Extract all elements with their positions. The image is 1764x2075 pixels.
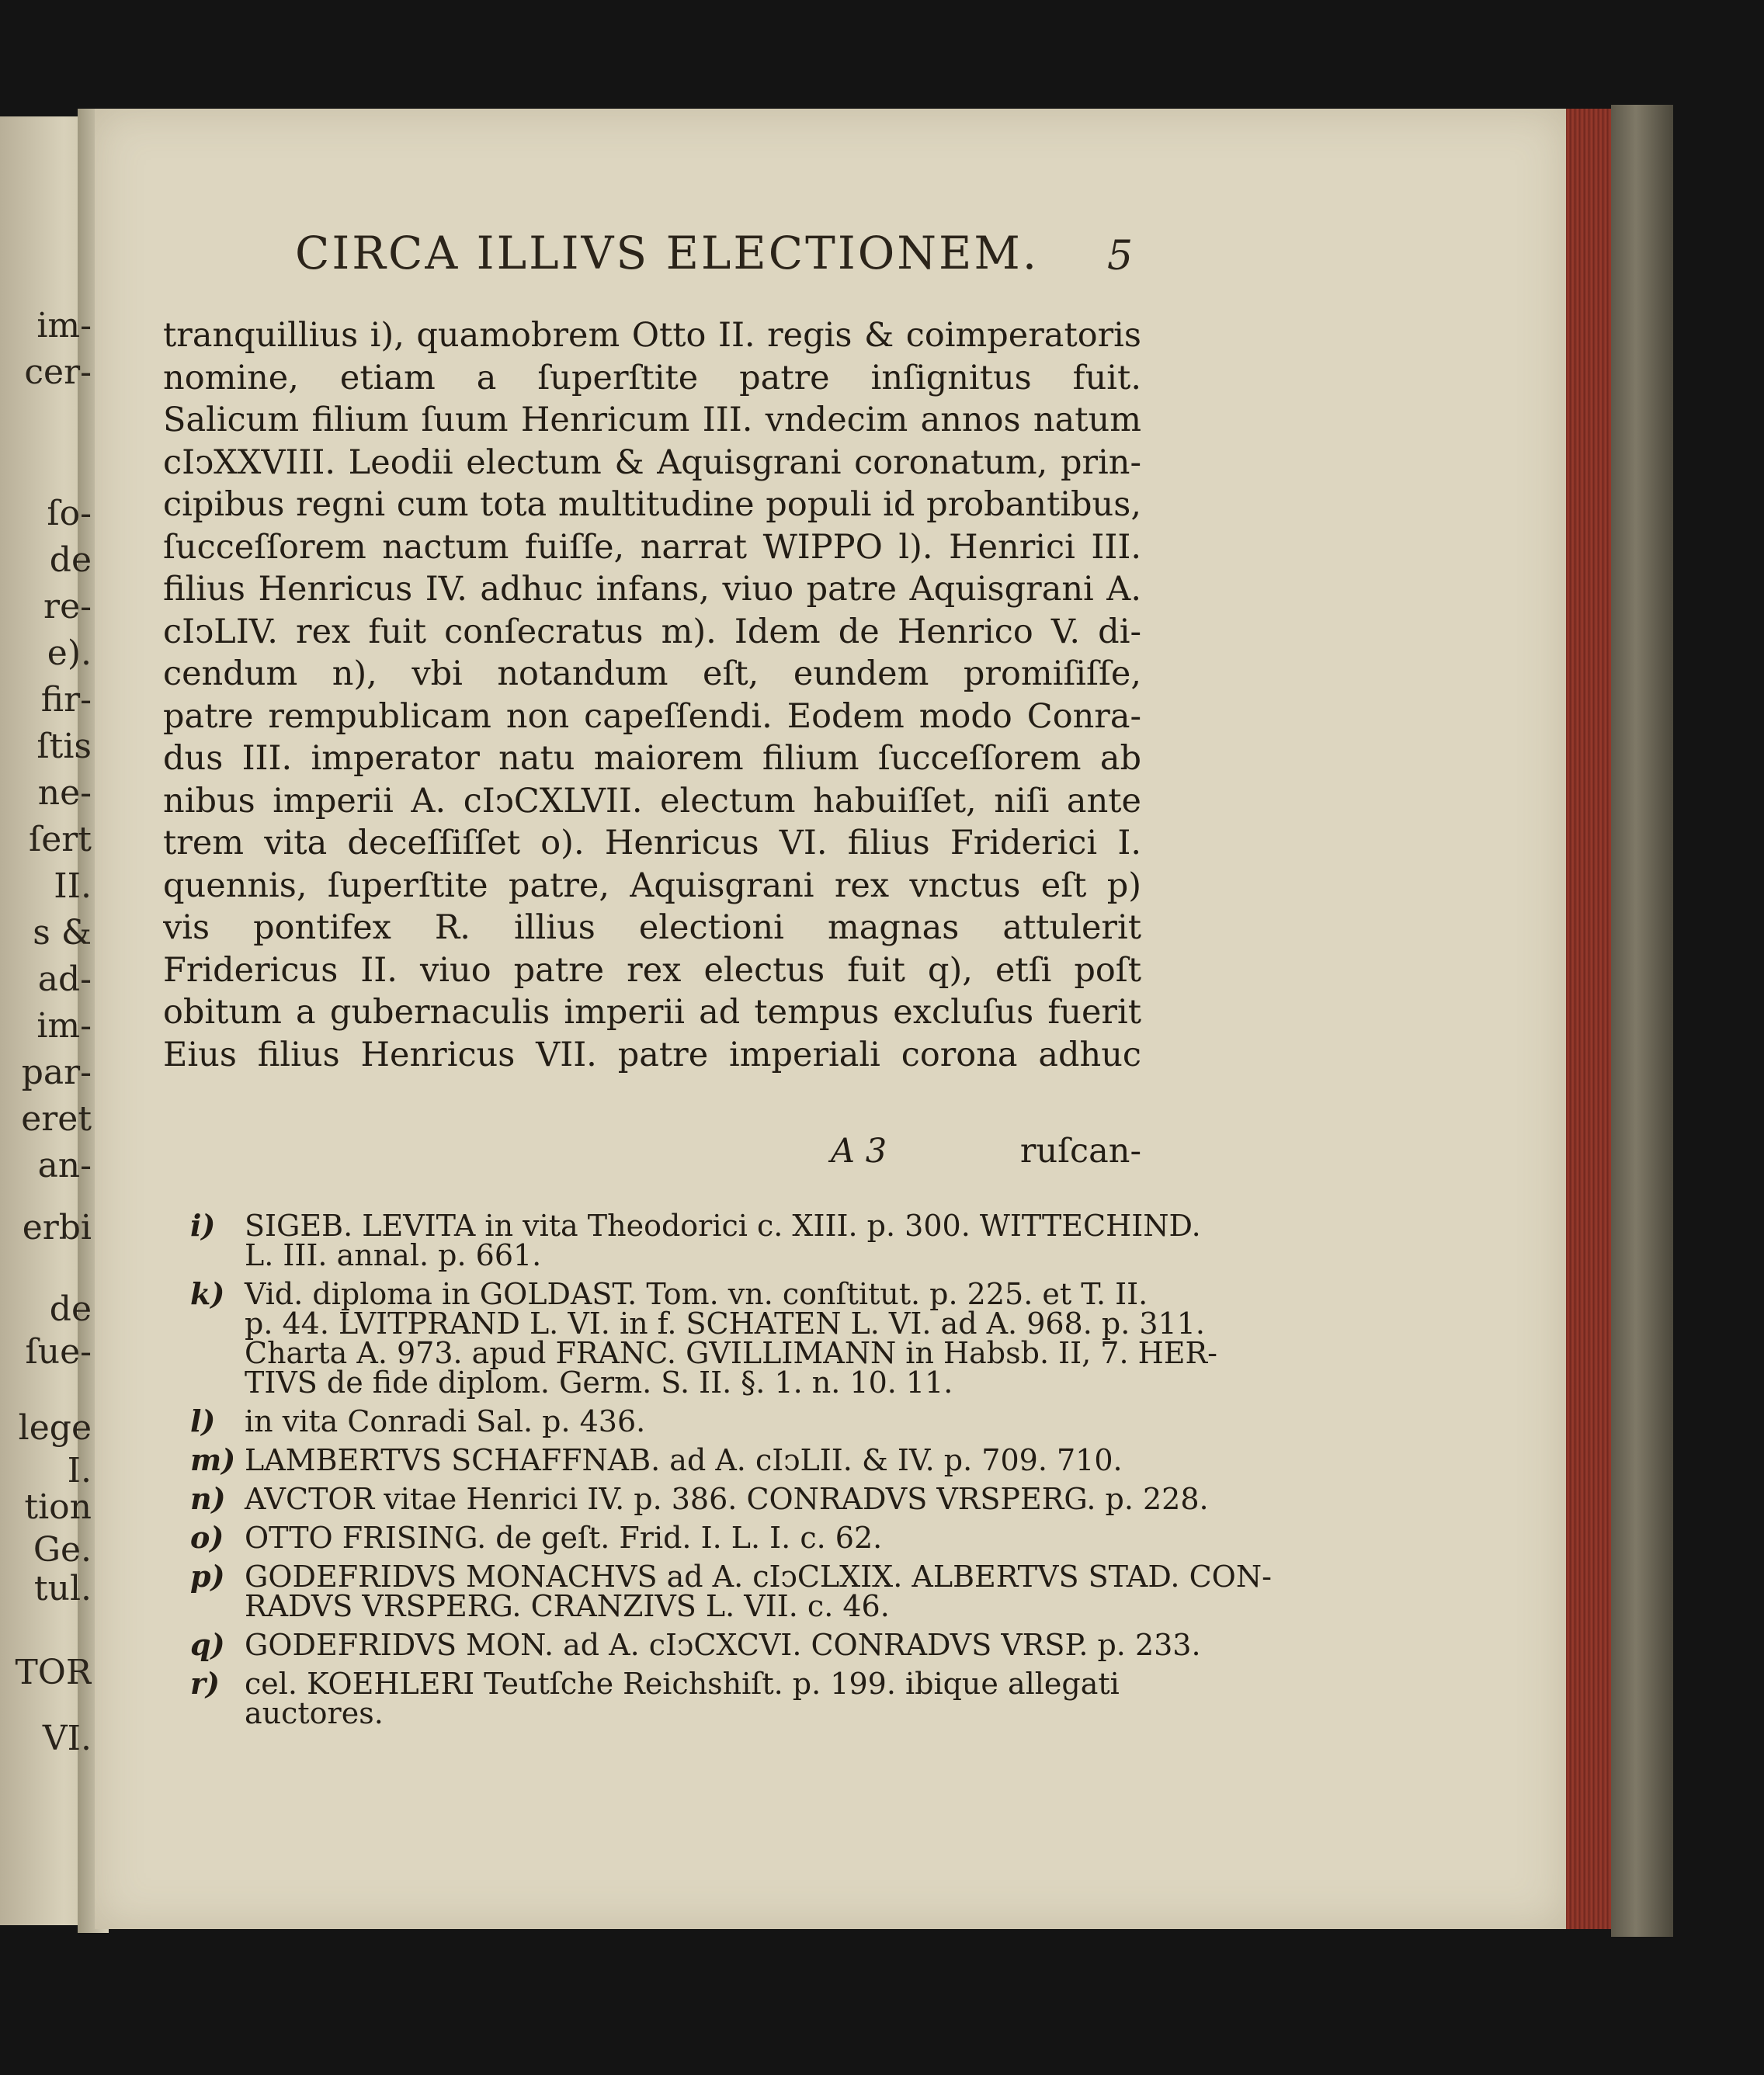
footnote-i <box>190 1208 1201 1272</box>
left-fragment: ſert <box>28 820 92 859</box>
footnote-label: k) <box>190 1276 225 1311</box>
footnote-label: q) <box>190 1627 225 1662</box>
footnotes <box>190 1208 1272 1737</box>
red-page-edges <box>1566 109 1611 1929</box>
signature-mark: A 3 <box>831 1132 887 1171</box>
left-fragment: de <box>49 540 92 580</box>
left-fragment: s & <box>33 913 92 952</box>
footnote-line: cel. KOEHLERI Teutſche Reichshiſt. p. 199. ibique allegati <box>245 1667 1120 1701</box>
left-fragment: Ge. <box>33 1530 92 1570</box>
left-fragment: re- <box>43 587 92 626</box>
left-fragment: de <box>49 1289 92 1329</box>
text-line: tranquillius i), quamobrem Otto II. regis & coimperatoris <box>163 316 1141 355</box>
footnote-line: Vid. diploma in GOLDAST. Tom. vn. conſtitut. p. 225. et T. II. <box>245 1277 1148 1311</box>
text-line: Salicum filium ſuum Henricum III. vndecim annos natum <box>163 401 1141 439</box>
left-fragment: fir- <box>40 680 92 720</box>
text-line: nomine, etiam a ſuperſtite patre inſignitus fuit. <box>163 358 1141 397</box>
footnote-label: m) <box>190 1442 236 1477</box>
footnote-line: AVCTOR vitae Henrici IV. p. 386. CONRADVS VRSPERG. p. 228. <box>245 1482 1209 1516</box>
text-line: Fridericus II. viuo patre rex electus fuit q), etſi poſt <box>163 950 1141 990</box>
left-fragment: tion <box>24 1487 92 1527</box>
left-fragment: ne- <box>37 773 92 813</box>
footnote-l <box>190 1404 1141 1438</box>
left-fragment: ſtis <box>36 727 92 766</box>
footnote-line: TIVS de fide diplom. Germ. S. II. §. 1. n. 10. 11. <box>245 1365 953 1400</box>
left-fragment: cer- <box>24 352 92 392</box>
footnote-m <box>190 1442 1141 1477</box>
footnote-q <box>190 1627 1201 1662</box>
footnote-label: o) <box>190 1520 224 1555</box>
footnote-label: l) <box>190 1404 216 1438</box>
footnote-p <box>190 1559 1272 1623</box>
left-fragment: ſo- <box>47 494 92 533</box>
text-line: cIↄLIV. rex fuit conſecratus m). Idem de Henrico V. di- <box>163 612 1141 651</box>
text-line: obitum a gubernaculis imperii ad tempus excluſus fuerit <box>163 993 1141 1032</box>
left-fragment: lege <box>18 1408 92 1448</box>
left-fragment: par- <box>21 1053 92 1092</box>
footnote-line: GODEFRIDVS MONACHVS ad A. cIↄCLXIX. ALBERTVS STAD. CON- <box>245 1560 1272 1594</box>
left-fragment: II. <box>54 866 92 906</box>
footnote-k <box>190 1276 1217 1400</box>
signature-line <box>163 1132 1141 1174</box>
left-fragment: TOR <box>15 1653 92 1692</box>
text-line: ſucceſſorem nactum fuiſſe, narrat WIPPO l). Henrici III. <box>163 527 1141 567</box>
footnote-line: SIGEB. LEVITA in vita Theodorici c. XIII. p. 300. WITTECHIND. <box>245 1209 1201 1243</box>
footnote-line: Charta A. 973. apud FRANC. GVILLIMANN in Habsb. II, 7. HER- <box>245 1336 1217 1370</box>
text-line: dus III. imperator natu maiorem filium ſucceſſorem ab <box>163 739 1141 778</box>
left-fragment: ad- <box>37 959 92 999</box>
footnote-label: p) <box>190 1559 225 1594</box>
text-line: patre rempublicam non capeſſendi. Eodem modo Conra- <box>163 696 1141 736</box>
footnote-line: OTTO FRISING. de geſt. Frid. I. L. I. c. 62. <box>245 1521 883 1555</box>
footnote-line: GODEFRIDVS MON. ad A. cIↄCXCVI. CONRADVS VRSP. p. 233. <box>245 1628 1201 1662</box>
text-line: cendum n), vbi notandum eſt, eundem promiſiſſe, <box>163 654 1141 693</box>
text-line: nibus imperii A. cIↄCXLVII. electum habuiſſet, niſi ante <box>163 781 1141 821</box>
left-fragment: e). <box>47 633 92 673</box>
footnote-line: L. III. annal. p. 661. <box>245 1238 542 1272</box>
footnote-line: p. 44. LVITPRAND L. VI. in f. SCHATEN L. VI. ad A. 968. p. 311. <box>245 1306 1205 1341</box>
left-fragment: I. <box>67 1451 92 1490</box>
book-cover-edge <box>1611 105 1673 1937</box>
text-line: cIↄXXVIII. Leodii electum & Aquisgrani coronatum, prin- <box>163 442 1141 482</box>
footnote-r <box>190 1666 1141 1730</box>
text-line: Eius filius Henricus VII. patre imperiali corona adhuc <box>163 1035 1141 1074</box>
left-fragment: tul. <box>33 1569 92 1608</box>
left-fragment: an- <box>37 1146 92 1185</box>
footnote-o <box>190 1520 1141 1555</box>
footnote-label: n) <box>190 1481 226 1516</box>
left-fragment: VI. <box>42 1719 92 1758</box>
catchword: ruſcan- <box>1019 1132 1141 1171</box>
text-line: cipibus regni cum tota multitudine populi id probantibus, <box>163 485 1141 524</box>
text-line: quennis, ſuperſtite patre, Aquisgrani rex vnctus eſt p) <box>163 866 1141 905</box>
footnote-line: auctores. <box>245 1696 384 1730</box>
left-page-margin-text <box>0 0 92 2075</box>
footnote-label: i) <box>190 1208 216 1243</box>
text-line: vis pontifex R. illius electioni magnas attulerit <box>163 908 1141 947</box>
footnote-line: LAMBERTVS SCHAFFNAB. ad A. cIↄLII. & IV. p. 709. 710. <box>245 1443 1123 1477</box>
footnote-line: RADVS VRSPERG. CRANZIVS L. VII. c. 46. <box>245 1589 890 1623</box>
footnote-n <box>190 1481 1209 1516</box>
left-fragment: ſue- <box>25 1332 92 1372</box>
text-line: filius Henricus IV. adhuc infans, viuo patre Aquisgrani A. <box>163 570 1141 609</box>
running-head: CIRCA ILLIVS ELECTIONEM. <box>295 227 1040 279</box>
footnote-line: in vita Conradi Sal. p. 436. <box>245 1404 646 1438</box>
left-fragment: erbi <box>22 1208 92 1247</box>
page-number: 5 <box>1107 233 1134 279</box>
footnote-label: r) <box>190 1666 220 1701</box>
left-fragment: eret <box>21 1099 92 1139</box>
main-text-block <box>163 314 1141 1076</box>
left-fragment: im- <box>36 1006 92 1046</box>
text-line: trem vita deceſſiſſet o). Henricus VI. filius Friderici I. <box>163 824 1141 862</box>
left-fragment: im- <box>36 306 92 345</box>
